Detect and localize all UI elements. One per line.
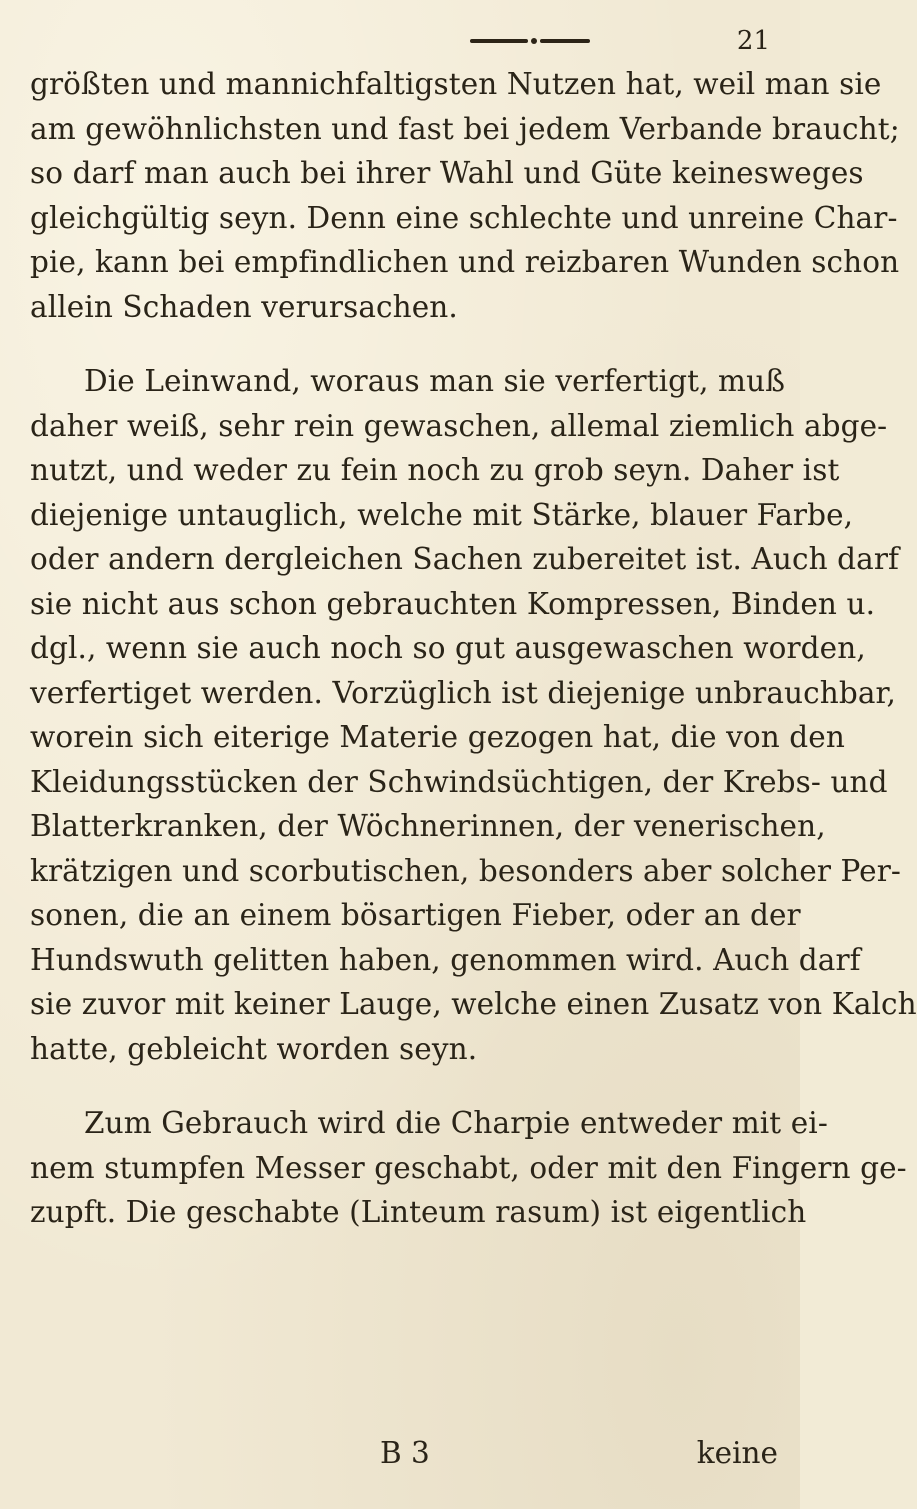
- text-line: größten und mannichfaltigsten Nutzen hat, weil man sie: [30, 67, 882, 101]
- page-number: 21: [736, 26, 770, 56]
- text-line: Kleidungsstücken der Schwindsüchtigen, der Krebs- und: [30, 764, 888, 799]
- ornament-bar: [540, 39, 590, 43]
- text-line: krätzigen und scorbutischen, besonders aber solcher Per-: [30, 853, 901, 888]
- text-line: am gewöhnlichsten und fast bei jedem Verbande braucht;: [30, 111, 900, 146]
- text-line: daher weiß, sehr rein gewaschen, allemal ziemlich abge-: [30, 408, 888, 443]
- text-line: Hundswuth gelitten haben, genommen wird. Auch darf: [30, 942, 861, 977]
- body-text: [30, 62, 917, 1235]
- header-ornament: [470, 38, 590, 43]
- text-line: diejenige untauglich, welche mit Stärke, blauer Farbe,: [30, 497, 854, 532]
- text-line: zupft. Die geschabte (Linteum rasum) ist eigentlich: [30, 1195, 807, 1229]
- text-line: worein sich eiterige Materie gezogen hat, die von den: [30, 720, 845, 754]
- text-line: gleichgültig seyn. Denn eine schlechte und unreine Char-: [30, 200, 898, 235]
- text-line: dgl., wenn sie auch noch so gut ausgewaschen worden,: [30, 631, 866, 665]
- text-line: nutzt, und weder zu fein noch zu grob seyn. Daher ist: [30, 453, 840, 487]
- text-line: hatte, gebleicht worden seyn.: [30, 1031, 478, 1066]
- text-line: Zum Gebrauch wird die Charpie entweder mit ei-: [84, 1106, 828, 1140]
- text-line: pie, kann bei empfindlichen und reizbaren Wunden schon: [30, 245, 900, 279]
- text-line: Blatterkranken, der Wöchnerinnen, der venerischen,: [30, 809, 826, 843]
- text-line: verfertiget werden. Vorzüglich ist diejenige unbrauchbar,: [30, 675, 896, 710]
- text-line: sie zuvor mit keiner Lauge, welche einen Zusatz von Kalch: [30, 987, 917, 1021]
- text-line: oder andern dergleichen Sachen zubereitet ist. Auch darf: [30, 542, 900, 576]
- text-line: allein Schaden verursachen.: [30, 289, 458, 324]
- ornament-bar: [470, 39, 528, 43]
- text-line: nem stumpfen Messer geschabt, oder mit den Fingern ge-: [30, 1150, 907, 1185]
- text-line: sie nicht aus schon gebrauchten Kompressen, Binden u.: [30, 586, 876, 621]
- catchword: keine: [696, 1436, 778, 1470]
- signature-mark: B 3: [380, 1436, 430, 1470]
- text-line: sonen, die an einem bösartigen Fieber, oder an der: [30, 898, 801, 932]
- page-footer: [30, 1436, 778, 1480]
- ornament-dot: [531, 38, 537, 44]
- text-line: Die Leinwand, woraus man sie verfertigt, muß: [84, 364, 786, 398]
- text-line: so darf man auch bei ihrer Wahl und Güte keinesweges: [30, 156, 864, 190]
